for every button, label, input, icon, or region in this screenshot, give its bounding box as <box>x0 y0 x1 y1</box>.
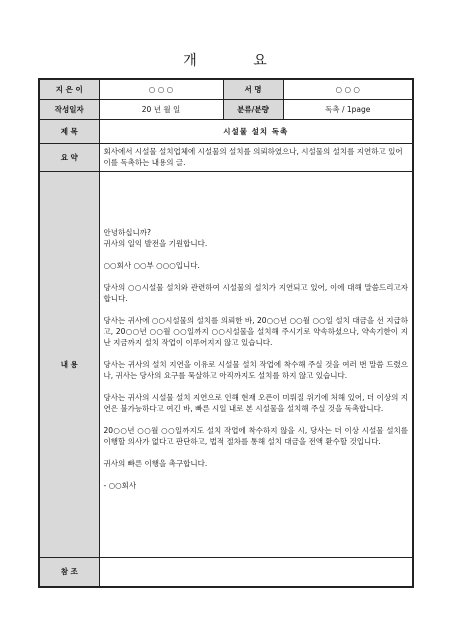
author-row <box>39 79 413 99</box>
content-row <box>39 171 413 557</box>
content-paragraph: 20○○년 ○○월 ○○일까지도 설치 작업에 착수하지 않을 시, 당사는 더 이상 시설물 설치를 이행할 의사가 없다고 판단하고, 법적 절차를 통해 설치 대금을 전액 환수할 것입니다. <box>103 425 408 446</box>
reference-value <box>99 557 413 587</box>
reference-label: 참 조 <box>39 557 99 587</box>
summary-label: 요 약 <box>39 143 99 171</box>
content-paragraph: 안녕하십니까? 귀사의 일익 발전을 기원합니다. <box>103 227 208 248</box>
signature-label: 서 명 <box>223 79 283 99</box>
date-value: 20 년 월 일 <box>99 99 223 119</box>
summary-value: 회사에서 시설물 설치업체에 시설물의 설치를 의뢰하였으나, 시설물의 설치를 지연하고 있어 이를 독촉하는 내용의 글. <box>99 143 413 171</box>
document-title: 개 요 <box>183 53 293 69</box>
content-paragraph: - ○○회사 <box>103 480 137 490</box>
content-paragraphs <box>104 227 409 491</box>
author-value: ○ ○ ○ <box>99 79 223 99</box>
reference-row <box>39 557 413 587</box>
content-paragraph: ○○회사 ○○부 ○○○입니다. <box>103 260 200 270</box>
author-label: 지 은 이 <box>39 79 99 99</box>
content-paragraph: 당사는 귀사의 설치 지연을 이유로 시설물 설치 작업에 착수해 주실 것을 여러 번 말씀 드렸으나, 귀사는 당사의 요구를 묵살하고 아직까지도 설치를 하지 않고 있습니다. <box>103 359 408 380</box>
date-row <box>39 99 413 119</box>
subject-row <box>39 119 413 143</box>
category-value: 독촉 / 1page <box>283 99 413 119</box>
summary-form <box>38 78 414 588</box>
category-label: 분류/분량 <box>223 99 283 119</box>
subject-value: 시설물 설치 독촉 <box>99 119 413 143</box>
content-label: 내 용 <box>39 171 99 557</box>
summary-row <box>39 143 413 171</box>
content-body <box>99 171 413 557</box>
date-label: 작성일자 <box>39 99 99 119</box>
signature-value: ○ ○ ○ <box>283 79 413 99</box>
content-paragraph: 당사의 ○○시설물 설치와 관련하여 시설물의 설치가 지연되고 있어, 이에 대해 말씀드리고자 합니다. <box>103 282 408 303</box>
content-paragraph: 당사는 귀사의 시설물 설치 지연으로 인해 현재 오픈이 미뤄질 위기에 처해 있어, 더 이상의 지연은 불가능하다고 여긴 바, 빠른 시일 내로 본 시설물을 설치해 주실 것을 독촉합니다. <box>103 392 408 413</box>
content-paragraph: 귀사의 빠른 이행을 촉구합니다. <box>103 458 208 468</box>
subject-label: 제 목 <box>39 119 99 143</box>
content-paragraph: 당사는 귀사에 ○○시설물의 설치를 의뢰한 바, 20○○년 ○○월 ○○일 설치 대금을 선 지급하고, 20○○년 ○○월 ○○일까지 ○○시설물을 설치해 주시기로 약속하셨으나, 약속기한이 지난 지금까지 설치 작업이 이루어지지 않고 있습니다. <box>103 315 408 347</box>
